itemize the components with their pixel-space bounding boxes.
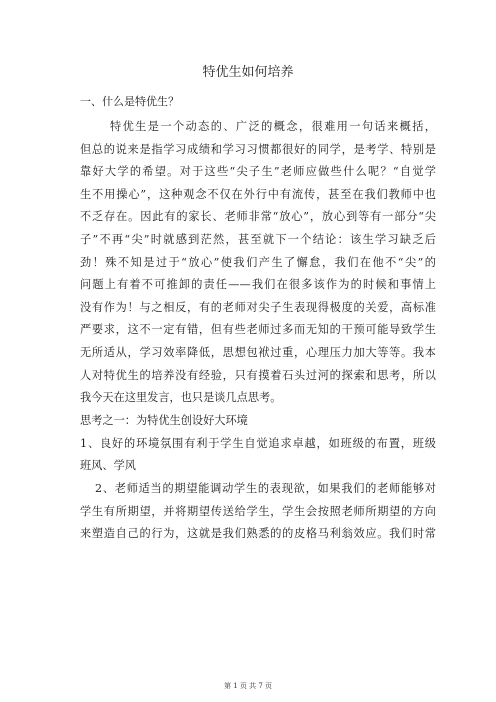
paragraph-line: 子”不再“尖”时就感到茫然，甚至就下一个结论：该生学习缺乏后: [80, 233, 436, 246]
paragraph-line: 我今天在这里发言，也只是谈几点思考。: [80, 391, 282, 404]
item-line: 1、良好的环境氛围有利于学生自觉追求卓越，如班级的布置，班级: [80, 437, 436, 450]
item-line: 班风、学风: [80, 459, 136, 472]
paragraph-line: 无所适从，学习效率降低，思想包袱过重，心理压力加大等等。我本: [80, 346, 436, 359]
paragraph-line: 靠好大学的希望。对于这些“尖子生”老师应做些什么呢？“自觉学: [80, 165, 436, 178]
item-line: 2、老师适当的期望能调动学生的表现欲，如果我们的老师能够对: [95, 482, 436, 495]
paragraph-line: 但总的说来是指学习成绩和学习习惯都很好的同学，是考学、特别是: [80, 143, 436, 156]
item-line: 来塑造自己的行为，这就是我们熟悉的的皮格马利翁效应。我们时常: [80, 527, 436, 540]
paragraph-line: 生不用操心”，这种观念不仅在外行中有流传，甚至在我们教师中也: [80, 188, 436, 201]
paragraph-line: 没有作为！与之相反，有的老师对尖子生表现得极度的关爱，高标准: [80, 301, 436, 314]
section-heading: 一、什么是特优生？: [80, 95, 179, 108]
document-title: 特优生如何培养: [202, 65, 294, 80]
thought-heading: 思考之一：为特优生创设好大环境: [80, 414, 248, 427]
page-footer: 第 1 页 共 7 页: [223, 682, 273, 690]
paragraph-line: 严要求，这不一定有错，但有些老师过多而无知的干预可能导致学生: [80, 323, 436, 336]
paragraph-line: 人对特优生的培养没有经验，只有摸着石头过河的探索和思考，所以: [80, 369, 436, 382]
paragraph-line: 特优生是一个动态的、广泛的概念，很难用一句话来概括，: [110, 120, 436, 133]
paragraph-line: 不乏存在。因此有的家长、老师非常“放心”，放心到等有一部分“尖: [80, 210, 436, 223]
paragraph-line: 劲！殊不知是过于“放心”使我们产生了懈怠，我们在他不“尖”的: [80, 256, 436, 269]
paragraph-line: 问题上有着不可推卸的责任——我们在很多该作为的时候和事情上: [80, 278, 436, 291]
item-line: 学生有所期望，并将期望传送给学生，学生会按照老师所期望的方向: [80, 505, 436, 518]
